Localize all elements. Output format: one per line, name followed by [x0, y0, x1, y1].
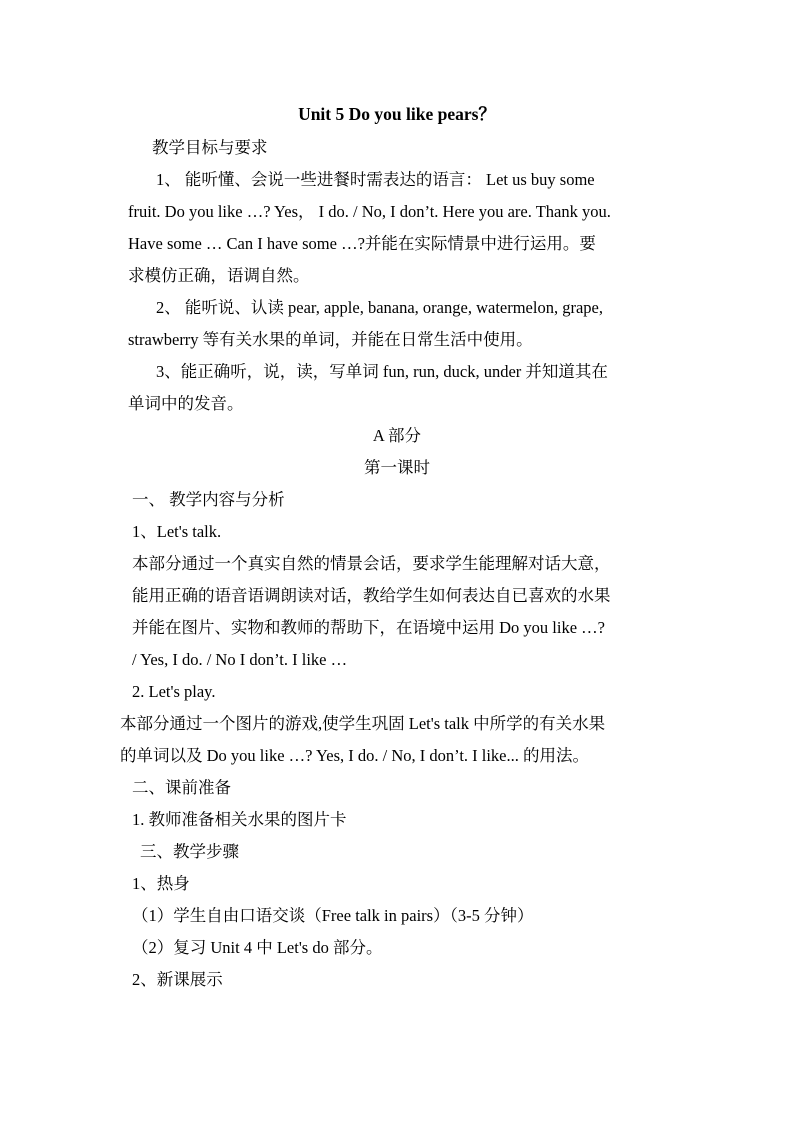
objective-1-line-4: 求模仿正确，语调自然。 [128, 266, 310, 285]
objective-2-line-2: strawberry 等有关水果的单词，并能在日常生活中使用。 [128, 330, 533, 349]
objective-3-line-2: 单词中的发音。 [128, 394, 244, 413]
section-2-heading: 二、课前准备 [132, 778, 231, 797]
objectives-heading: 教学目标与要求 [152, 138, 268, 157]
section-3-step-1-a: （1）学生自由口语交谈（Free talk in pairs）（3-5 分钟） [132, 906, 534, 925]
objective-1-line-3: Have some … Can I have some …?并能在实际情景中进行运用。要 [128, 234, 596, 253]
section-1-item-2-title: 2. Let's play. [132, 682, 216, 701]
part-heading: A 部分 [372, 426, 422, 445]
objective-3-line-1: 3、能正确听，说，读，写单词 fun, run, duck, under 并知道其在 [156, 362, 608, 381]
section-3-heading: 三、教学步骤 [140, 842, 239, 861]
objective-1-line-2: fruit. Do you like …? Yes， I do. / No, I don’t. Here you are. Thank you. [128, 202, 611, 221]
section-1-item-1-title: 1、Let's talk. [132, 522, 222, 541]
section-3-step-2: 2、新课展示 [132, 970, 223, 989]
section-1-item-2-text-line: 本部分通过一个图片的游戏,使学生巩固 Let's talk 中所学的有关水果 [120, 714, 606, 733]
section-1-item-1-text-line: 并能在图片、实物和教师的帮助下，在语境中运用 Do you like …? [132, 618, 605, 637]
lesson-heading: 第一课时 [364, 458, 430, 477]
section-2-item-1: 1. 教师准备相关水果的图片卡 [132, 810, 347, 829]
document-title: Unit 5 Do you like pears？ [298, 104, 496, 124]
section-1-item-1-text-line: 本部分通过一个真实自然的情景会话，要求学生能理解对话大意， [132, 554, 611, 573]
section-1-item-1-text-line: / Yes, I do. / No I don’t. I like … [132, 650, 348, 669]
section-3-step-1: 1、热身 [132, 874, 190, 893]
objective-1-line-1: 1、 能听懂、会说一些进餐时需表达的语言： Let us buy some [156, 170, 595, 189]
objective-2-line-1: 2、 能听说、认读 pear, apple, banana, orange, watermelon, grape, [156, 298, 603, 317]
section-1-heading: 一、 教学内容与分析 [132, 490, 285, 509]
section-1-item-2-text-line: 的单词以及 Do you like …? Yes, I do. / No, I don’t. I like... 的用法。 [120, 746, 590, 765]
section-3-step-1-b: （2）复习 Unit 4 中 Let's do 部分。 [132, 938, 383, 957]
section-1-item-1-text-line: 能用正确的语音语调朗读对话，教给学生如何表达自已喜欢的水果 [132, 586, 611, 605]
